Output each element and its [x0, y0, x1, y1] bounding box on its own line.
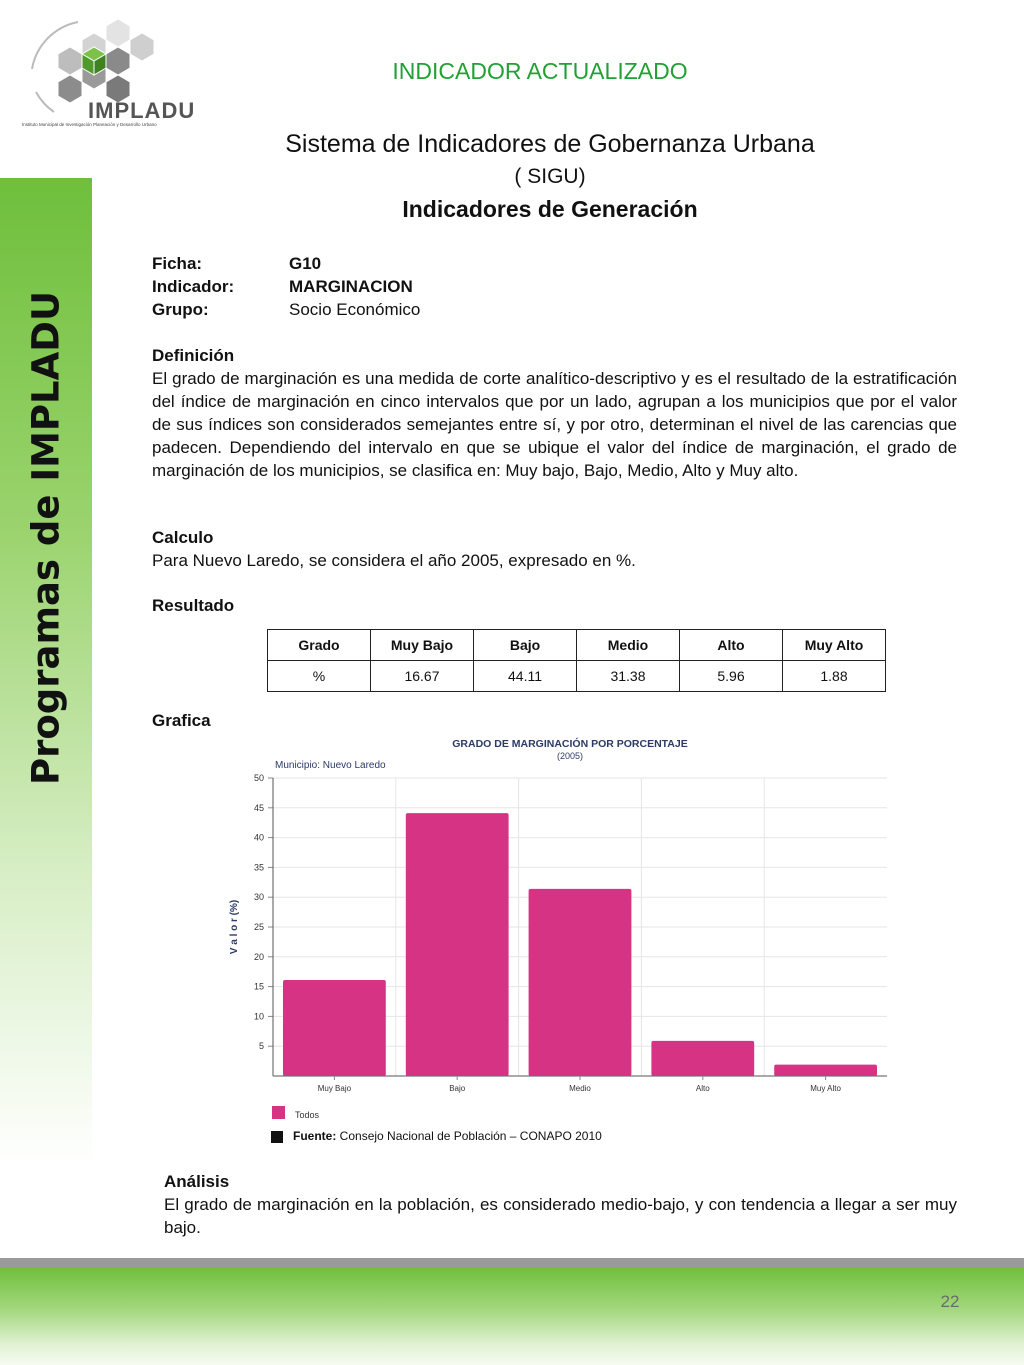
table-cell: %	[268, 661, 371, 692]
fuente-source: Consejo Nacional de Población – CONAPO 2010	[336, 1129, 602, 1143]
logo-name: IMPLADU	[88, 98, 196, 123]
y-tick-label: 15	[253, 981, 264, 992]
y-tick-label: 50	[253, 773, 264, 783]
bar-medio	[529, 889, 632, 1076]
bar-muy-bajo	[283, 980, 386, 1076]
indicador-value: MARGINACION	[289, 277, 413, 296]
table-row	[268, 661, 886, 692]
table-header-cell: Muy Alto	[783, 630, 886, 661]
chart-annotation: Municipio: Nuevo Laredo	[275, 760, 386, 771]
definicion-heading: Definición	[152, 346, 235, 365]
table-header-cell: Alto	[680, 630, 783, 661]
top-title: INDICADOR ACTUALIZADO	[392, 58, 688, 84]
y-tick-label: 45	[253, 802, 264, 813]
footer-bar	[0, 1258, 1024, 1267]
y-tick-label: 10	[253, 1011, 264, 1022]
chart-subtitle: (2005)	[556, 751, 584, 761]
calculo-heading: Calculo	[152, 528, 214, 547]
table-cell: 16.67	[371, 661, 474, 692]
sidebar-text: Programas de IMPLADU	[24, 290, 68, 786]
sidebar-label	[0, 178, 92, 898]
y-tick-label: 30	[253, 892, 264, 903]
y-tick-label: 40	[253, 832, 264, 843]
table-header-cell: Grado	[268, 630, 371, 661]
sub-title: ( SIGU)	[514, 165, 586, 188]
y-axis-label: V a l o r (%)	[229, 899, 240, 955]
y-tick-label: 5	[258, 1041, 264, 1052]
bar-alto	[651, 1041, 754, 1076]
definicion-text: El grado de marginación es una medida de corte analítico-descriptivo y es el resultado de la estratificación del índice de marginación en cinco intervalos que por un lado, agrupan a los municipios que por el valor de sus índices son considerados semejantes entre sí, y por otro, determinan el nivel de las carencias que padecen. Dependiendo del intervalo en que se ubique el valor del índice de marginación, el grado de marginación de los municipios, se clasifica en: Muy bajo, Bajo, Medio, Alto y Muy alto.	[152, 369, 957, 480]
fuente-text	[293, 1129, 602, 1143]
page-number: 22	[940, 1292, 960, 1311]
calculo-text: Para Nuevo Laredo, se considera el año 2005, expresado en %.	[152, 551, 636, 570]
x-tick-label: Medio	[569, 1084, 591, 1093]
table-cell: 31.38	[577, 661, 680, 692]
y-tick-label: 20	[253, 951, 264, 962]
footer-band	[0, 1267, 1024, 1365]
bar-muy-alto	[774, 1065, 877, 1076]
bar-chart	[225, 728, 905, 1148]
x-tick-label: Alto	[695, 1084, 710, 1093]
chart-title: GRADO DE MARGINACIÓN POR PORCENTAJE	[452, 738, 688, 750]
indicador-label: Indicador:	[152, 277, 235, 296]
main-title: Sistema de Indicadores de Gobernanza Urbana	[285, 130, 815, 158]
resultado-heading: Resultado	[152, 596, 235, 615]
x-tick-label: Muy Alto	[810, 1084, 841, 1093]
analisis-heading: Análisis	[164, 1172, 230, 1191]
result-table	[267, 629, 886, 692]
legend-label: Todos	[295, 1110, 320, 1120]
bar-bajo	[406, 813, 509, 1076]
ficha-value: G10	[289, 254, 322, 273]
y-tick-label: 25	[253, 922, 264, 932]
table-cell: 1.88	[783, 661, 886, 692]
grafica-heading: Grafica	[152, 711, 211, 730]
x-tick-label: Bajo	[449, 1084, 466, 1093]
table-header-row	[268, 630, 886, 661]
grupo-value: Socio Económico	[289, 300, 421, 319]
analisis-text: El grado de marginación en la población, es considerado medio-bajo, y con tendencia a llegar a ser muy bajo.	[164, 1195, 957, 1237]
y-tick-label: 35	[253, 862, 264, 873]
ficha-label: Ficha:	[152, 254, 203, 273]
table-header-cell: Bajo	[474, 630, 577, 661]
fuente-marker	[271, 1131, 283, 1143]
table-header-cell: Muy Bajo	[371, 630, 474, 661]
table-cell: 5.96	[680, 661, 783, 692]
table-cell: 44.11	[474, 661, 577, 692]
table-header-cell: Medio	[577, 630, 680, 661]
section-title: Indicadores de Generación	[402, 196, 698, 222]
fuente-label: Fuente:	[293, 1129, 337, 1143]
logo-subtitle: Instituto Municipal de Investigación Planeación y Desarrollo Urbano	[22, 122, 157, 127]
legend-swatch	[272, 1106, 285, 1119]
grupo-label: Grupo:	[152, 300, 209, 319]
x-tick-label: Muy Bajo	[317, 1084, 352, 1093]
